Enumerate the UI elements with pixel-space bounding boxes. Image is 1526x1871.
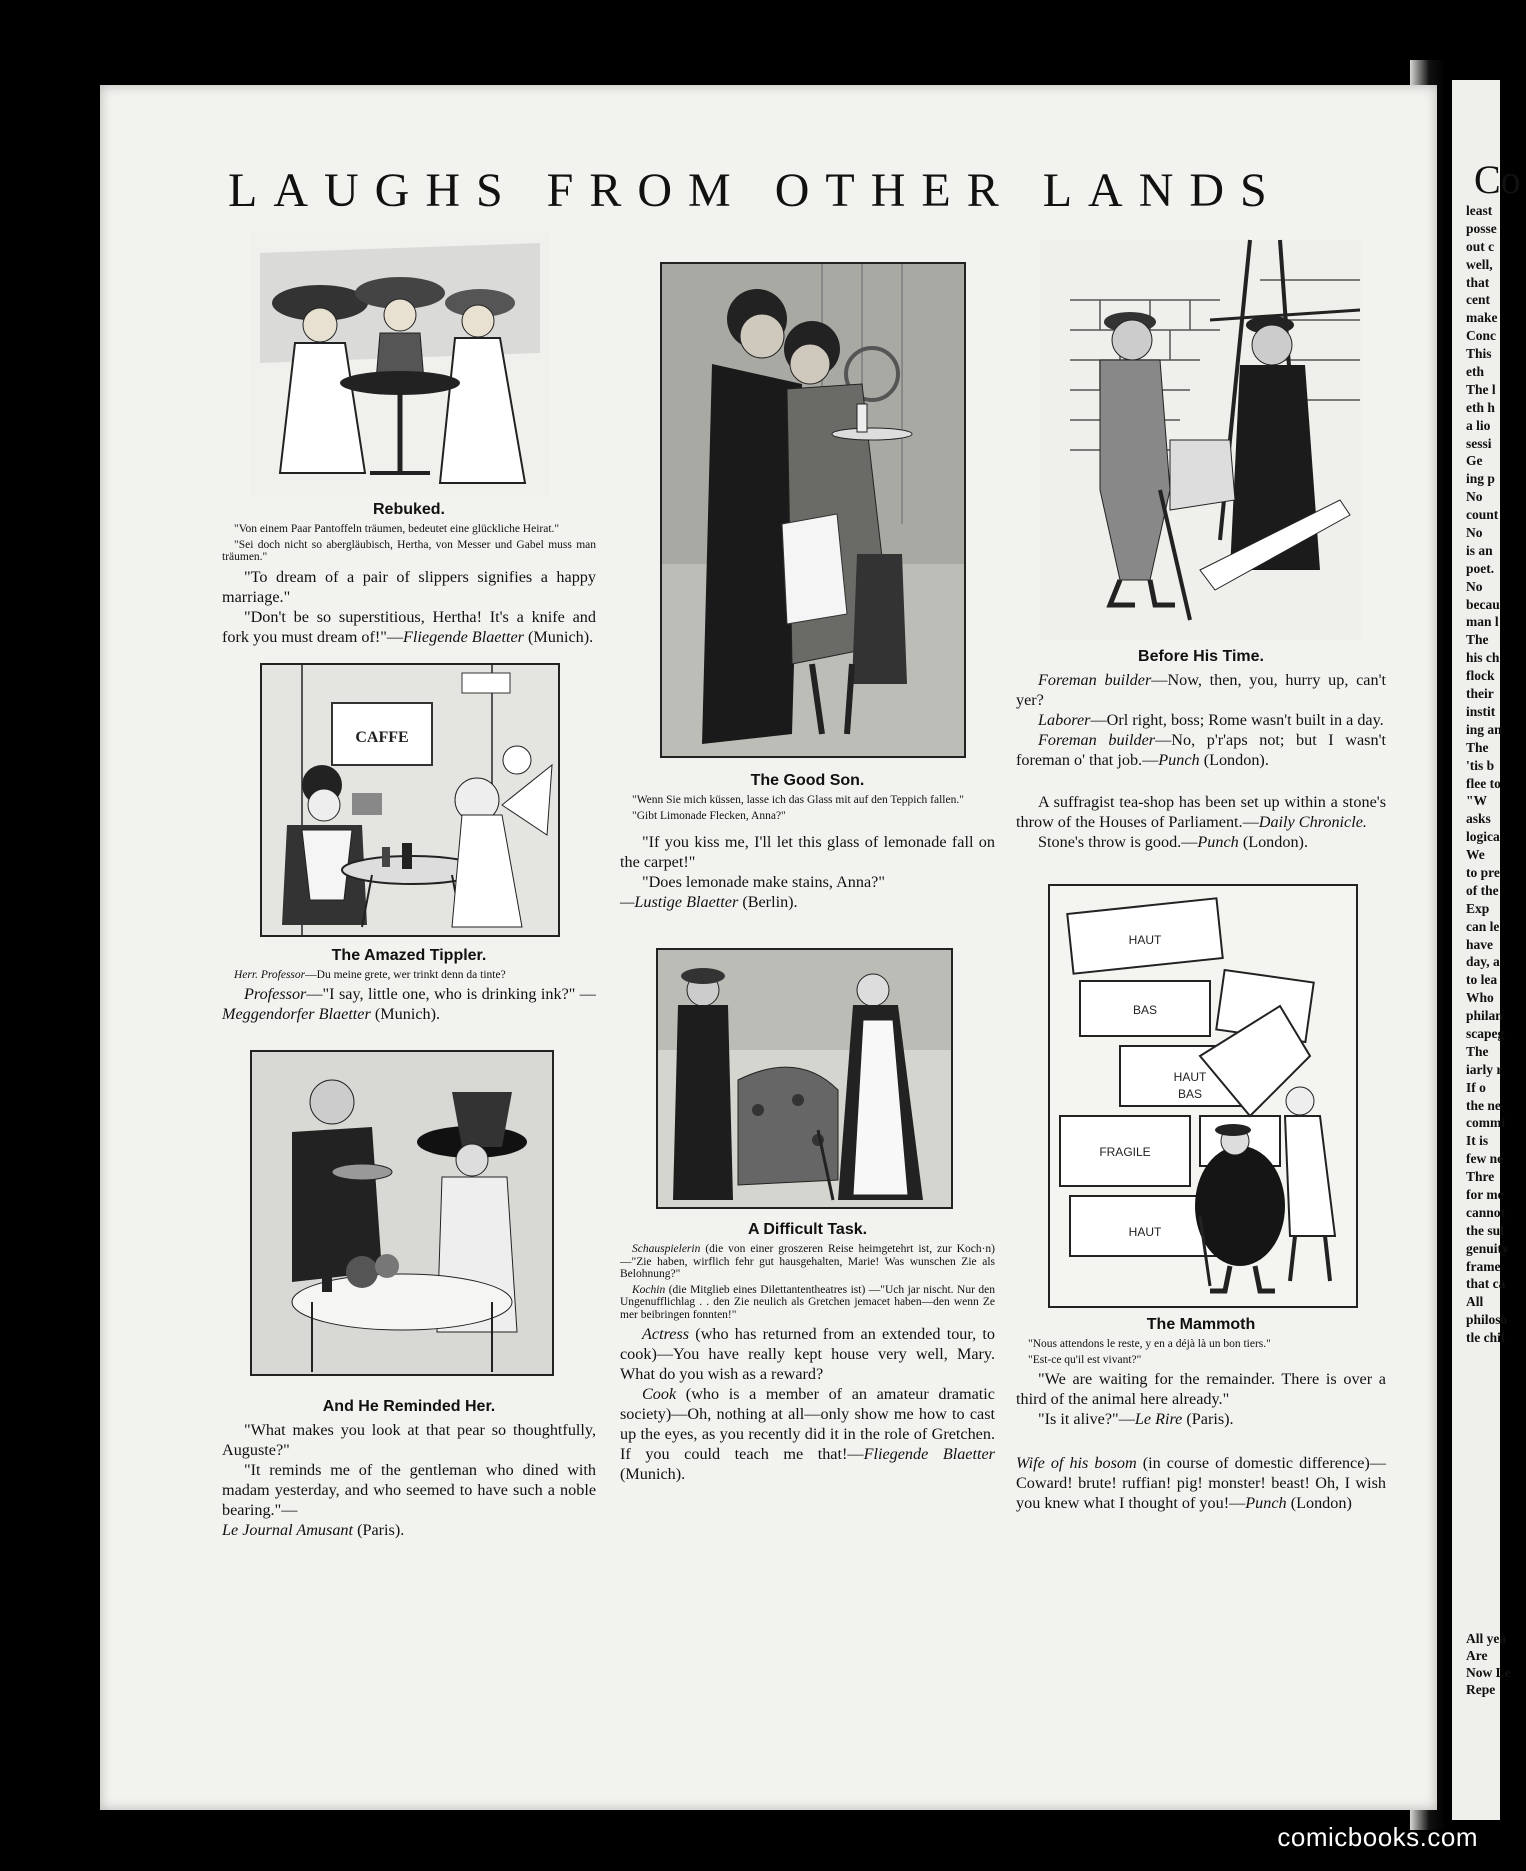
mammoth-original-1: "Nous attendons le reste, y en a déjà là un bon tiers." [1028,1338,1271,1350]
adjacent-page-footer-line: Now Le [1466,1665,1511,1680]
adjacent-page-line: All [1466,1294,1484,1310]
adjacent-page-line: iarly r [1466,1061,1503,1077]
adjacent-page-line: can le [1466,918,1500,934]
good-son-drawing [662,264,964,756]
difficult-task-source: Fliegende Blaetter [863,1445,995,1463]
difficult-task-drawing [658,950,951,1207]
adjacent-page-line: have [1466,936,1493,952]
before-his-time-drawing [1040,240,1362,640]
adjacent-page-line: If o [1466,1079,1486,1095]
crate-label-6: HAUT [1128,1225,1162,1239]
adjacent-page-line: a lio [1466,417,1491,433]
adjacent-page-line: Thre [1466,1169,1495,1185]
adjacent-page-line: ing an [1466,721,1502,737]
reminded-drawing [252,1052,552,1374]
adjacent-page-line: frame [1466,1258,1501,1274]
adjacent-page-line: sessi [1466,435,1492,451]
illustration-good-son [660,262,966,758]
adjacent-page-heading: Co [1474,157,1521,202]
before-his-time-source: Punch [1158,751,1200,769]
tippler-original: Herr. Professor—Du meine grete, wer trinkt denn da tinte? [234,968,506,981]
adjacent-page-line: It is [1466,1133,1489,1149]
rebuked-original-2: "Sei doch nicht so abergläubisch, Hertha, von Messer und Gabel muss man träumen." [222,538,596,563]
adjacent-page-footer-line: All yea [1466,1631,1507,1646]
good-son-original-2: "Gibt Limonade Flecken, Anna?" [632,809,786,822]
crate-label-2: HAUT [1173,1070,1207,1084]
cafe-sign-text: CAFFE [355,728,409,746]
tippler-drawing [262,665,558,935]
good-son-english-1: "If you kiss me, I'll let this glass of lemonade fall on the carpet!" [620,833,995,871]
page-title: LAUGHS FROM OTHER LANDS [228,164,1283,217]
adjacent-page-line: Exp [1466,900,1490,916]
adjacent-page-line: posse [1466,220,1497,236]
adjacent-page-line: well, [1466,256,1493,272]
caption-mammoth: The Mammoth [1146,1316,1256,1333]
rebuked-drawing [250,233,550,495]
adjacent-page-line: flock [1466,668,1495,684]
rebuked-source: Fliegende Blaetter [403,627,524,646]
adjacent-page-line: This [1466,346,1492,362]
wife-of-his-bosom-source: Punch [1245,1494,1287,1512]
adjacent-page-line: No [1466,525,1483,541]
adjacent-page-line: his ch [1466,650,1500,666]
mammoth-drawing [1050,886,1356,1306]
reminded-english-1: "What makes you look at that pear so thoughtfully, Auguste?" [222,1421,596,1459]
adjacent-page-line: man l [1466,614,1499,630]
adjacent-page-line: the sul [1466,1222,1504,1238]
adjacent-page-line: that ca [1466,1276,1506,1292]
adjacent-page-line: eth [1466,364,1484,380]
illustration-difficult-task [656,948,953,1209]
before-his-time-line-1: Foreman builder—Now, then, you, hurry up, can't yer? [1016,671,1386,709]
stones-throw-source: Punch [1197,833,1239,851]
adjacent-page-line: count [1466,507,1499,523]
adjacent-page-footer-line: Repe [1466,1682,1496,1697]
adjacent-page-line: few ne [1466,1151,1504,1167]
adjacent-page-line: that [1466,274,1490,290]
adjacent-page-line: their [1466,686,1494,702]
illustration-mammoth [1048,884,1358,1308]
adjacent-page-line: The l [1466,381,1496,397]
adjacent-page-line: least [1466,203,1493,218]
adjacent-page-line: "W [1466,793,1487,809]
adjacent-page-line: cent [1466,292,1490,308]
adjacent-page-line: commi [1466,1115,1505,1131]
caption-good-son: The Good Son. [750,772,865,789]
stones-throw-paragraph: Stone's throw is good.—Punch (London). [1038,833,1308,851]
adjacent-page-line: philan [1466,1008,1503,1024]
suffragist-paragraph: A suffragist tea-shop has been set up within a stone's throw of the Houses of Parliament.—Daily Chronicle. [1016,793,1386,831]
adjacent-page-line: 'tis b [1466,757,1495,773]
rebuked-english-2: "Don't be so superstitious, Hertha! It's a knife and fork you must dream of!"—Fliegende Blaetter (Munich). [222,607,596,646]
column-left [222,233,596,1540]
crate-label-3: BAS [1177,1087,1203,1101]
adjacent-page-line: cannot [1466,1204,1506,1220]
illustration-rebuked [250,233,550,495]
good-son-original-1: "Wenn Sie mich küssen, lasse ich das Glass mit auf den Teppich fallen." [632,794,964,806]
adjacent-page-line: Who [1466,990,1494,1006]
adjacent-page-line: The [1466,739,1489,755]
crate-label-5: BAS [1132,1003,1158,1017]
adjacent-page-line: of the [1466,882,1499,898]
illustration-amazed-tippler [260,663,560,937]
adjacent-page-line: eth h [1466,399,1495,415]
site-watermark: comicbooks.com [1277,1822,1478,1852]
mammoth-english-2: "Is it alive?"—Le Rire (Paris). [1038,1410,1234,1428]
column-middle [620,262,995,1484]
good-son-source: —Lustige Blaetter [620,893,739,911]
adjacent-page-line: out c [1466,238,1495,254]
wife-of-his-bosom-paragraph: Wife of his bosom (in course of domestic difference)—Coward! brute! ruffian! pig! monster! beast! Oh, I wish you knew what I thought of you!—Punch (London) [1016,1454,1386,1512]
before-his-time-line-2: Laborer—Orl right, boss; Rome wasn't built in a day. [1038,711,1384,729]
reminded-english-2: "It reminds me of the gentleman who dined with madam yesterday, and who seemed to have such a noble bearing."— Le Journal Amusant (Paris). [222,1461,596,1539]
caption-difficult-task: A Difficult Task. [747,1221,868,1238]
rebuked-english-1: "To dream of a pair of slippers signifies a happy marriage." [222,567,596,606]
adjacent-page-line: Conc [1466,328,1496,344]
adjacent-page-footer-line: Are [1466,1648,1488,1663]
reminded-source: Le Journal Amusant [222,1521,354,1539]
caption-reminded-her: And He Reminded Her. [322,1398,496,1415]
difficult-task-original-2: Kochin (die Mitglieb eines Dilettantentheatres ist) —"Uch jar nischt. Nur den Ungenufflichlag . . den Zie neulich als Gretchen jemacet haben—den wenn Ze mer beibringen fonnten!" [620,1283,995,1321]
adjacent-page-line: ing p [1466,471,1495,487]
caption-before-his-time: Before His Time. [1138,648,1264,665]
mammoth-source: Le Rire [1134,1410,1183,1428]
crate-label-1: HAUT [1128,933,1162,947]
adjacent-page-line: No [1466,489,1483,505]
adjacent-page-line: scapeg [1466,1025,1505,1041]
adjacent-page-line: is an [1466,542,1493,558]
adjacent-page-text [1466,202,1526,1347]
mammoth-original-2: "Est-ce qu'il est vivant?" [1028,1353,1142,1366]
before-his-time-line-3: Foreman builder—No, p'r'aps not; but I wasn't foreman o' that job.—Punch (London). [1016,731,1386,769]
adjacent-page-line: to lea [1466,972,1498,988]
crate-label-4: FRAGILE [1099,1145,1151,1159]
adjacent-page-line: logica [1466,829,1500,845]
caption-rebuked: Rebuked. [372,501,445,518]
illustration-reminded-her [250,1050,554,1376]
adjacent-page-line: No [1466,578,1483,594]
adjacent-page-footer [1466,1630,1526,1698]
adjacent-page-line: philoso [1466,1312,1508,1328]
adjacent-page-line: flee to [1466,775,1501,791]
tippler-source: Meggendorfer Blaetter [222,1005,371,1023]
adjacent-page-line: tle chil [1466,1330,1505,1346]
adjacent-page-line: The [1466,632,1489,648]
caption-amazed-tippler: The Amazed Tippler. [331,946,487,964]
adjacent-page-line: make [1466,310,1498,326]
rebuked-original-1: "Von einem Paar Pantoffeln träumen, bedeutet eine glückliche Heirat." [234,523,560,535]
adjacent-page-line: poet. [1466,560,1495,576]
adjacent-page-line: becau [1466,596,1500,612]
adjacent-page-line: genuity [1466,1240,1509,1256]
adjacent-page-line: Ge [1466,453,1483,469]
adjacent-page-line: asks [1466,811,1491,827]
adjacent-page-line: the ne [1466,1097,1501,1113]
mammoth-english-1: "We are waiting for the remainder. There is over a third of the animal here already." [1016,1370,1386,1408]
adjacent-page-line: day, a [1466,954,1500,970]
difficult-task-original-1: Schauspielerin (die von einer groszeren Reise heimgetehrt ist, zur Koch·n) —"Zie haben, wirflich fehr gut hausgehalten, Marie! Was wunschen Zie als Belohnung?" [620,1243,995,1280]
adjacent-page-line: The [1466,1043,1489,1059]
adjacent-page-line: to pre [1466,864,1500,880]
adjacent-page-line: instit [1466,703,1496,719]
difficult-task-english-2: Cook (who is a member of an amateur dramatic society)—Oh, nothing at all—only show me how to cast up the eyes, as you recently did it in the role of Gretchen. If you could teach me that!—Fliegende Blaetter (Munich). [620,1385,995,1483]
column-right [1016,240,1386,1513]
good-son-english-2: "Does lemonade make stains, Anna?" —Lustige Blaetter (Berlin). [620,873,885,911]
adjacent-page-line: for me [1466,1186,1504,1202]
tippler-english: Professor—"I say, little one, who is drinking ink?" — Meggendorfer Blaetter (Munich). [222,985,596,1023]
difficult-task-english-1: Actress (who has returned from an extended tour, to cook)—You have really kept house very well, Mary. What do you wish as a reward? [620,1325,995,1383]
adjacent-page-line: We [1466,847,1485,863]
adjacent-page [1452,80,1521,1820]
suffragist-source: Daily Chronicle. [1258,813,1367,831]
illustration-before-his-time [1040,240,1362,640]
